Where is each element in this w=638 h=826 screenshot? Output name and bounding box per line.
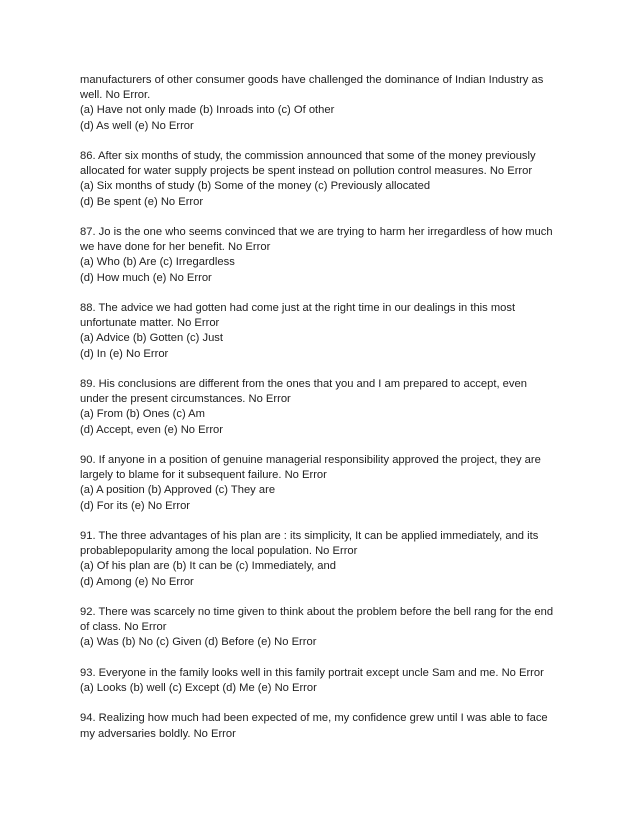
options-line: (a) A position (b) Approved (c) They are xyxy=(80,484,276,497)
options-line: (d) How much (e) No Error xyxy=(80,271,212,284)
options-line: (d) For its (e) No Error xyxy=(80,499,191,512)
question-89 xyxy=(80,377,580,438)
question-87 xyxy=(80,225,580,286)
question-line: my adversaries boldly. No Error xyxy=(80,727,236,740)
options-line: (a) Who (b) Are (c) Irregardless xyxy=(80,256,235,269)
options-line: (a) Have not only made (b) Inroads into (c) Of other xyxy=(80,104,335,117)
options-line: (d) Among (e) No Error xyxy=(80,575,194,588)
options-line: (d) Be spent (e) No Error xyxy=(80,195,204,208)
options-line: (a) Advice (b) Gotten (c) Just xyxy=(80,332,223,345)
question-line: 92. There was scarcely no time given to think about the problem before the bell rang for the end xyxy=(80,606,554,618)
question-line: largely to blame for it subsequent failure. No Error xyxy=(80,469,327,482)
question-line: 86. After six months of study, the commission announced that some of the money previously xyxy=(80,150,536,162)
question-line: manufacturers of other consumer goods have challenged the dominance of Indian Industry as xyxy=(80,74,544,86)
options-line: (a) From (b) Ones (c) Am xyxy=(80,408,205,421)
question-line: under the present circumstances. No Error xyxy=(80,393,291,406)
question-line: well. No Error. xyxy=(80,89,151,102)
question-90 xyxy=(80,453,580,514)
document-page xyxy=(80,73,580,757)
question-line: 88. The advice we had gotten had come just at the right time in our dealings in this most xyxy=(80,302,516,314)
options-line: (a) Of his plan are (b) It can be (c) Immediately, and xyxy=(80,560,336,573)
question-line: 87. Jo is the one who seems convinced that we are trying to harm her irregardless of how much xyxy=(80,226,553,238)
options-line: (d) As well (e) No Error xyxy=(80,119,194,132)
question-line: unfortunate matter. No Error xyxy=(80,317,220,330)
question-line: allocated for water supply projects be spent instead on pollution control measures. No Error xyxy=(80,165,533,178)
question-93 xyxy=(80,666,580,696)
question-88 xyxy=(80,301,580,362)
question-line: 91. The three advantages of his plan are : its simplicity, It can be applied immediately, and its xyxy=(80,530,539,542)
question-85-continued xyxy=(80,73,580,134)
question-86 xyxy=(80,149,580,210)
question-line: of class. No Error xyxy=(80,621,167,634)
options-line: (a) Six months of study (b) Some of the money (c) Previously allocated xyxy=(80,180,431,193)
options-line: (a) Was (b) No (c) Given (d) Before (e) No Error xyxy=(80,636,317,649)
options-line: (a) Looks (b) well (c) Except (d) Me (e) No Error xyxy=(80,682,317,694)
question-line: 94. Realizing how much had been expected of me, my confidence grew until I was able to face xyxy=(80,712,548,725)
question-line: we have done for her benefit. No Error xyxy=(80,241,271,254)
options-line: (d) Accept, even (e) No Error xyxy=(80,423,224,436)
question-92 xyxy=(80,605,580,651)
question-94 xyxy=(80,711,580,741)
question-line: 93. Everyone in the family looks well in this family portrait except uncle Sam and me. No Error xyxy=(80,666,544,679)
question-line: 90. If anyone in a position of genuine managerial responsibility approved the project, they are xyxy=(80,454,541,466)
question-line: 89. His conclusions are different from the ones that you and I am prepared to accept, even xyxy=(80,378,527,390)
question-line: probablepopularity among the local population. No Error xyxy=(80,545,358,558)
question-91 xyxy=(80,529,580,590)
options-line: (d) In (e) No Error xyxy=(80,347,169,360)
